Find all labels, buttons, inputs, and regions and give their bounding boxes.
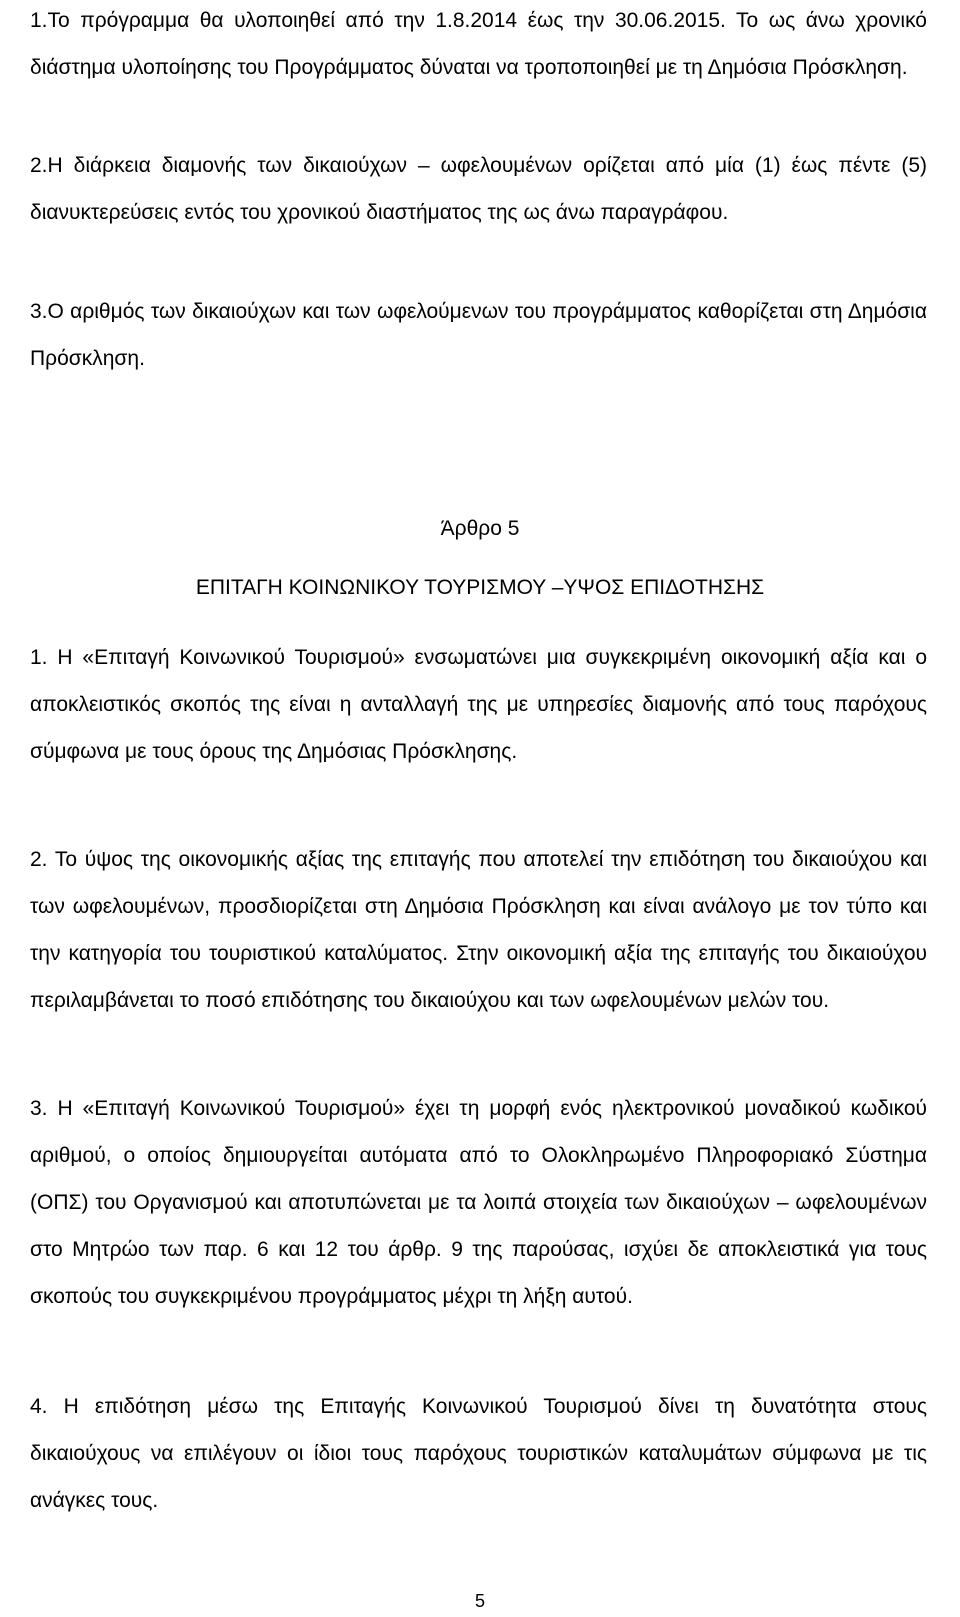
article-heading: Άρθρο 5 xyxy=(440,517,520,540)
page-number: 5 xyxy=(474,1591,485,1611)
article-paragraph-4: 4. Η επιδότηση μέσω της Επιταγής Κοινωνικού Τουρισμού δίνει τη δυνατότητα στους δικαιούχους να επιλέγουν οι ίδιοι τους παρόχους τουριστικών καταλυμάτων σύμφωνα με τις ανάγκες τους. xyxy=(30,1395,927,1512)
article-paragraph-1: 1. Η «Επιταγή Κοινωνικού Τουρισμού» ενσωματώνει μια συγκεκριμένη οικονομική αξία και ο αποκλειστικός σκοπός της είναι η ανταλλαγή της με υπηρεσίες διαμονής από τους παρόχους σύμφωνα με τους όρους της Δημόσιας Πρόσκλησης. xyxy=(30,646,927,763)
article-title: ΕΠΙΤΑΓΗ ΚΟΙΝΩΝΙΚΟΥ ΤΟΥΡΙΣΜΟΥ –ΥΨΟΣ ΕΠΙΔΟΤΗΣΗΣ xyxy=(195,576,765,599)
intro-paragraph-2: 2.Η διάρκεια διαμονής των δικαιούχων – ωφελουμένων ορίζεται από μία (1) έως πέντε (5) διανυκτερεύσεις εντός του χρονικού διαστήματος της ως άνω παραγράφου. xyxy=(30,154,927,224)
intro-paragraph-1: 1.Το πρόγραμμα θα υλοποιηθεί από την 1.8.2014 έως την 30.06.2015. Το ως άνω χρονικό διάστημα υλοποίησης του Προγράμματος δύναται να τροποποιηθεί με τη Δημόσια Πρόσκληση. xyxy=(30,9,927,79)
article-paragraph-3: 3. Η «Επιταγή Κοινωνικού Τουρισμού» έχει τη μορφή ενός ηλεκτρονικού μοναδικού κωδικού αριθμού, ο οποίος δημιουργείται αυτόματα από το Ολοκληρωμένο Πληροφοριακό Σύστημα (ΟΠΣ) του Οργανισμού και αποτυπώνεται με τα λοιπά στοιχεία των δικαιούχων – ωφελουμένων στο Μητρώο των παρ. 6 και 12 του άρθρ. 9 της παρούσας, ισχύει δε αποκλειστικά για τους σκοπούς του συγκεκριμένου προγράμματος μέχρι τη λήξη αυτού. xyxy=(30,1097,927,1308)
intro-paragraph-3: 3.Ο αριθμός των δικαιούχων και των ωφελούμενων του προγράμματος καθορίζεται στη Δημόσια Πρόσκληση. xyxy=(30,300,927,370)
article-paragraph-2: 2. Το ύψος της οικονομικής αξίας της επιταγής που αποτελεί την επιδότηση του δικαιούχου και των ωφελουμένων, προσδιορίζεται στη Δημόσια Πρόσκληση και είναι ανάλογο με τον τύπο και την κατηγορία του τουριστικού καταλύματος. Στην οικονομική αξία της επιταγής του δικαιούχου περιλαμβάνεται το ποσό επιδότησης του δικαιούχου και των ωφελουμένων μελών του. xyxy=(30,848,927,1012)
